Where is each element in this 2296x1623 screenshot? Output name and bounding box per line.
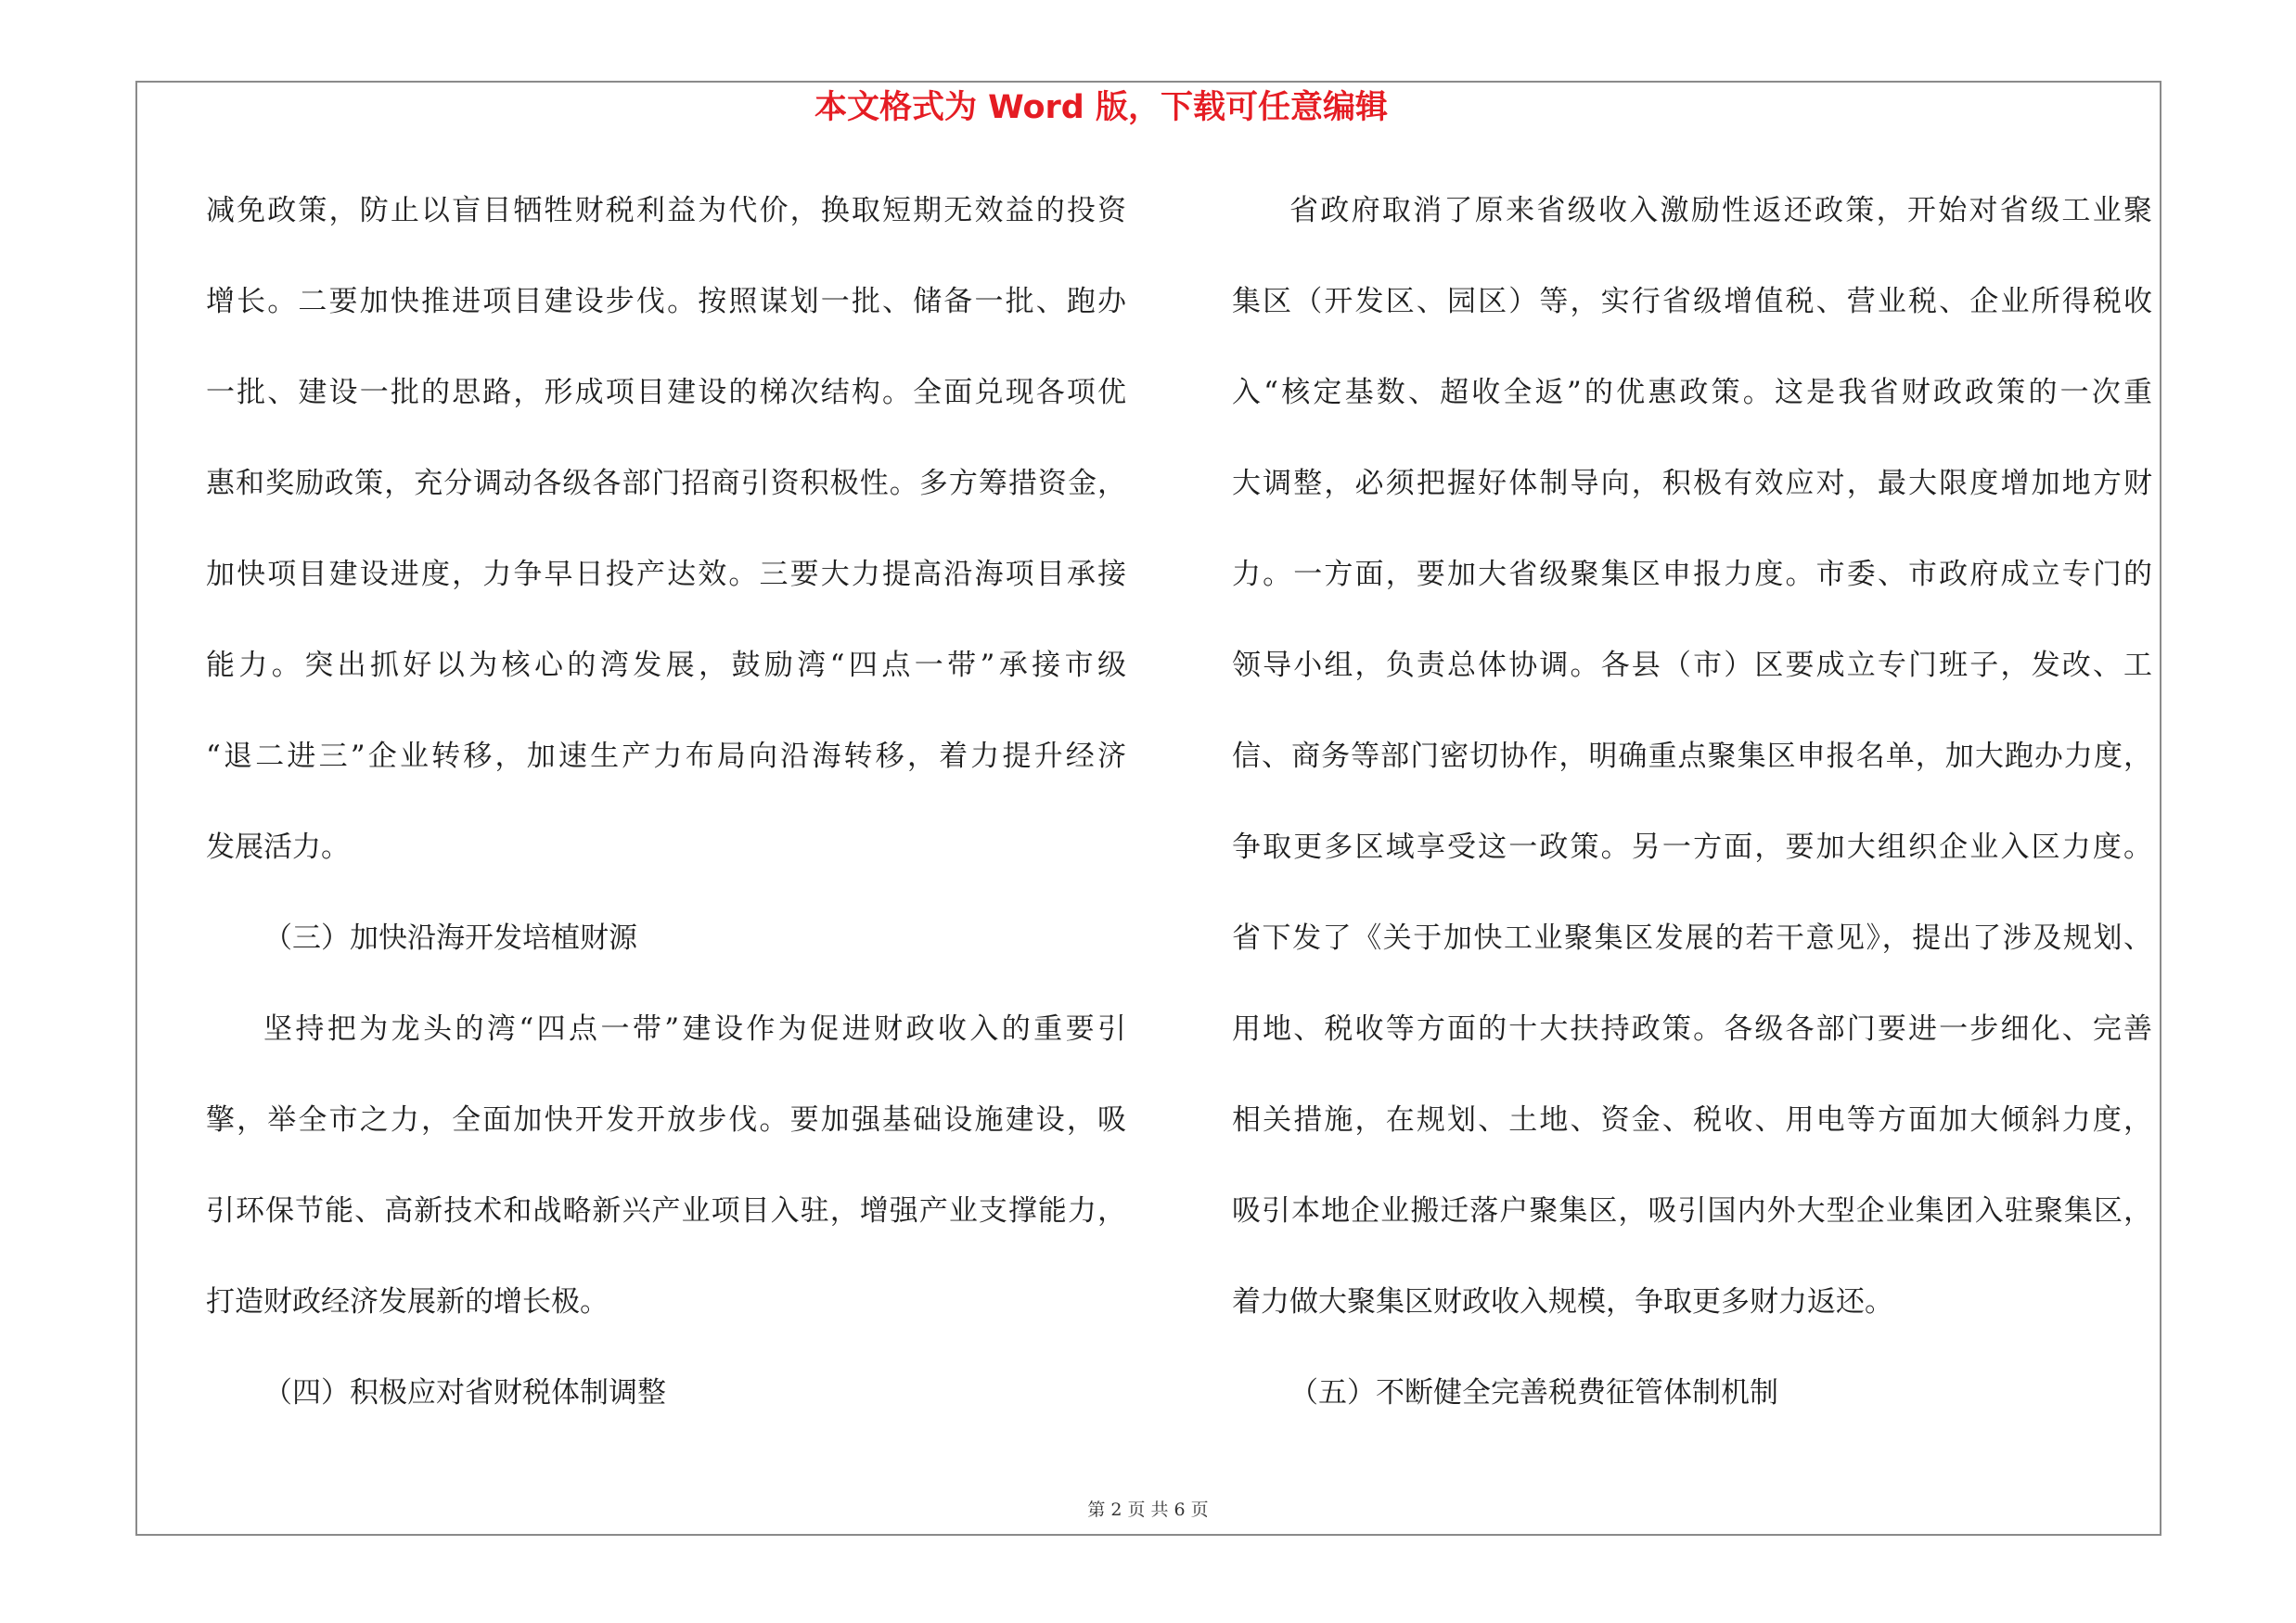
right-column — [1232, 165, 2152, 1438]
body-line: 入“核定基数、超收全返”的优惠政策。这是我省财政政策的一次重 — [1232, 376, 2152, 409]
body-line: 坚持把为龙头的湾“四点一带”建设作为促进财政收入的重要引 — [263, 1012, 1126, 1046]
body-line: 增长。二要加快推进项目建设步伐。按照谋划一批、储备一批、跑办 — [206, 285, 1126, 318]
body-line: 信、商务等部门密切协作，明确重点聚集区申报名单，加大跑办力度， — [1232, 740, 2152, 773]
section-heading: （三）加快沿海开发培植财源 — [263, 921, 637, 955]
body-line: 争取更多区域享受这一政策。另一方面，要加大组织企业入区力度。 — [1232, 831, 2152, 864]
body-line: 集区（开发区、园区）等，实行省级增值税、营业税、企业所得税收 — [1232, 285, 2152, 318]
body-line: 省政府取消了原来省级收入激励性返还政策，开始对省级工业聚 — [1289, 194, 2152, 227]
body-line: 能力。突出抓好以为核心的湾发展，鼓励湾“四点一带”承接市级 — [206, 649, 1126, 682]
page-number: 第 2 页 共 6 页 — [1087, 1500, 1209, 1520]
body-line: 惠和奖励政策，充分调动各级各部门招商引资积极性。多方筹措资金， — [206, 467, 1126, 500]
body-line: 大调整，必须把握好体制导向，积极有效应对，最大限度增加地方财 — [1232, 467, 2152, 500]
body-line: 吸引本地企业搬迁落户聚集区，吸引国内外大型企业集团入驻聚集区， — [1232, 1194, 2152, 1228]
format-notice: 本文格式为 Word 版，下载可任意编辑 — [814, 89, 1389, 126]
left-column — [206, 165, 1126, 1438]
body-line: 发展活力。 — [206, 831, 350, 864]
body-line: 力。一方面，要加大省级聚集区申报力度。市委、市政府成立专门的 — [1232, 558, 2152, 591]
section-heading: （五）不断健全完善税费征管体制机制 — [1289, 1376, 1778, 1410]
body-line: 擎，举全市之力，全面加快开发开放步伐。要加强基础设施建设，吸 — [206, 1103, 1126, 1137]
body-line: “退二进三”企业转移，加速生产力布局向沿海转移，着力提升经济 — [206, 740, 1126, 773]
body-line: 省下发了《关于加快工业聚集区发展的若干意见》，提出了涉及规划、 — [1232, 921, 2152, 955]
body-line: 用地、税收等方面的十大扶持政策。各级各部门要进一步细化、完善 — [1232, 1012, 2152, 1046]
body-line: 相关措施，在规划、土地、资金、税收、用电等方面加大倾斜力度， — [1232, 1103, 2152, 1137]
body-line: 减免政策，防止以盲目牺牲财税利益为代价，换取短期无效益的投资 — [206, 194, 1126, 227]
body-line: 一批、建设一批的思路，形成项目建设的梯次结构。全面兑现各项优 — [206, 376, 1126, 409]
body-line: 着力做大聚集区财政收入规模，争取更多财力返还。 — [1232, 1285, 1893, 1319]
body-line: 加快项目建设进度，力争早日投产达效。三要大力提高沿海项目承接 — [206, 558, 1126, 591]
body-line: 引环保节能、高新技术和战略新兴产业项目入驻，增强产业支撑能力， — [206, 1194, 1126, 1228]
body-line: 领导小组，负责总体协调。各县（市）区要成立专门班子，发改、工 — [1232, 649, 2152, 682]
section-heading: （四）积极应对省财税体制调整 — [263, 1376, 666, 1410]
body-line: 打造财政经济发展新的增长极。 — [206, 1285, 609, 1319]
